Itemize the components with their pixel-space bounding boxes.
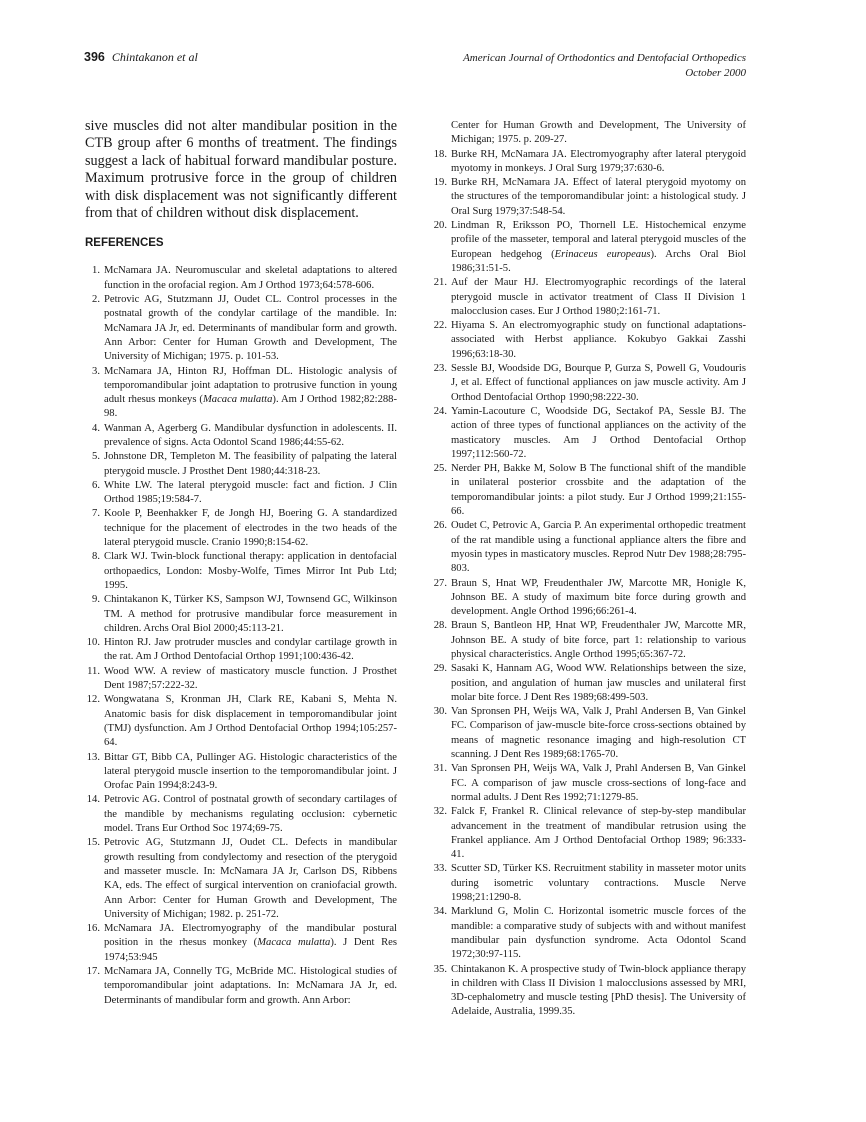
reference-text: Braun S, Bantleon HP, Hnat WP, Freudenthaler JW, Marcotte MR, Johnson BE. A study of bite force, part 1: relationship to various physical characteristics. Angle Orthod 1995;65:367-72. [451, 620, 746, 660]
reference-text: ). Am J Orthod 1982;82:288-98. [104, 394, 398, 420]
reference-number: 4. [92, 422, 100, 434]
reference-text: Marklund G, Molin C. Horizontal isometric muscle forces of the mandible: a comparative study of subjects with and without manifest mandibular pain dysfunction syndrome. Acta Odontol Scand 1972;30:97-115. [451, 906, 746, 961]
reference-item [432, 362, 746, 405]
reference-text: Burke RH, McNamara JA. Electromyography after lateral pterygoid myotomy in monkeys. J Oral Surg 1979;37:630-6. [451, 148, 746, 174]
reference-number: 10. [86, 637, 100, 649]
reference-text: Wongwatana S, Kronman JH, Clark RE, Kabani S, Mehta N. Anatomic basis for disk displacement in temporomandibular joint (TMJ) dysfunction. Am J Orthod Dentofacial Orthop 1994;105:257-64. [104, 694, 397, 749]
reference-number: 14. [86, 794, 100, 806]
reference-text: Auf der Maur HJ. Electromyographic recordings of the lateral pterygoid muscle in activator treatment of Class II Division 1 malocclusion cases. Eur J Orthod 1980;2:161-71. [451, 277, 746, 317]
reference-item [85, 293, 397, 364]
reference-text: McNamara JA. Electromyography of the mandibular postural position in the rhesus monkey ( [104, 923, 397, 949]
reference-item [85, 264, 397, 293]
reference-number: 5. [92, 451, 100, 463]
reference-item [85, 550, 397, 593]
reference-text: Burke RH, McNamara JA. Effect of lateral pterygoid myotomy on the structures of the temporomandibular joint: a histological study. J Oral Surg 1979;37:548-54. [451, 177, 746, 217]
running-authors: Chintakanon et al [111, 50, 198, 64]
reference-text: Falck F, Frankel R. Clinical relevance of step-by-step mandibular advancement in the treatment of mandibular retrusion using the Frankel appliance. Am J Orthod Dentofacial Orthop 1989; 96:333-41. [451, 806, 746, 861]
reference-number: 3. [92, 365, 100, 377]
reference-item [432, 405, 746, 462]
reference-item [432, 276, 746, 319]
reference-item [432, 219, 746, 276]
reference-number: 8. [92, 551, 100, 563]
reference-text: Bittar GT, Bibb CA, Pullinger AG. Histologic characteristics of the lateral pterygoid muscle insertion to the temporomandibular joint. J Orofac Pain 1994;8:243-9. [104, 751, 397, 792]
reference-number: 17. [86, 965, 100, 977]
reference-text: Sessle BJ, Woodside DG, Bourque P, Gurza S, Powell G, Voudouris J, et al. Effect of functional appliances on jaw muscle activity. Am J Orthod Dentofacial Orthop 1990;98:222-30. [451, 363, 746, 403]
reference-number: 22. [433, 320, 447, 332]
reference-text: McNamara JA, Connelly TG, McBride MC. Histological studies of temporomandibular joint adaptations. In: McNamara JA Jr, ed. Determinants of mandibular form and growth. Ann Arbor: [104, 965, 397, 1006]
reference-number: 12. [86, 694, 100, 706]
reference-text: Chintakanon K. A prospective study of Twin-block appliance therapy in children with Class II Division 1 malocclusions assessed by MRI, 3D-cephalometry and muscle testing [PhD thesis]. The University of Adelaide, Australia, 1999.35. [451, 963, 746, 1018]
reference-item [432, 662, 746, 705]
reference-number: 18. [433, 148, 447, 160]
reference-number: 16. [86, 923, 100, 935]
reference-text: Oudet C, Petrovic A, Garcia P. An experimental orthopedic treatment of the rat mandible using a functional appliance alters the fibre and myosin types in masticatory muscles. Reprod Nutr Dev 1988;28:795-803. [451, 520, 746, 575]
reference-item [432, 577, 746, 620]
reference-text: Clark WJ. Twin-block functional therapy: application in dentofacial orthopaedics, London: Mosby-Wolfe, Times Mirror Int Pub Ltd; 1995. [104, 551, 397, 591]
reference-number: 31. [433, 763, 447, 775]
reference-number: 30. [433, 706, 447, 718]
reference-item [85, 593, 397, 636]
reference-item [432, 119, 746, 148]
reference-text: ). Archs Oral Biol 1986;31:51-5. [451, 248, 747, 274]
reference-species-name: Erinaceus europeaus [554, 248, 651, 260]
reference-text: Petrovic AG, Stutzmann JJ, Oudet CL. Control processes in the postnatal growth of the condylar cartilage of the mandible. In: McNamara JA Jr, ed. Determinants of mandibular form and growth. Ann Arbor: Center for Human Growth and Development, The University of Michigan; 1975. p. 101-53. [104, 294, 397, 363]
reference-text: Van Spronsen PH, Weijs WA, Valk J, Prahl Andersen B, Van Ginkel FC. Comparison of jaw-muscle bite-force cross-sections obtained by means of magnetic resonance imaging and high-resolution CT scanning. J Dent Res 1989;68:1765-70. [451, 706, 746, 761]
right-column [432, 119, 746, 1020]
reference-number: 15. [86, 837, 100, 849]
reference-item [85, 751, 397, 794]
reference-item [85, 479, 397, 508]
reference-item [85, 793, 397, 836]
reference-number: 20. [433, 220, 447, 232]
reference-text: Center for Human Growth and Development, The University of Michigan; 1975. p. 209-27. [451, 120, 746, 146]
reference-item [85, 450, 397, 479]
reference-number: 25. [433, 463, 447, 475]
reference-text: Lindman R, Eriksson PO, Thornell LE. Histochemical enzyme profile of the masseter, temporal and lateral pterygoid muscles of the European hedgehog ( [451, 220, 746, 260]
reference-number: 34. [433, 906, 447, 918]
reference-text: Nerder PH, Bakke M, Solow B The functional shift of the mandible in unilateral posterior crossbite and the adaptation of the temporomandibular joints: a pilot study. Eur J Orthod 1999;21:155-66. [451, 463, 746, 518]
reference-text: McNamara JA, Hinton RJ, Hoffman DL. Histologic analysis of temporomandibular joint adaptation to protrusive function in young adult rhesus monkeys ( [104, 365, 397, 406]
reference-item [432, 963, 746, 1020]
reference-number: 23. [433, 363, 447, 375]
reference-number: 28. [433, 620, 447, 632]
reference-item [432, 805, 746, 862]
reference-text: Petrovic AG. Control of postnatal growth of secondary cartilages of the mandible by mechanisms regulating occlusion: cybernetic model. Trans Eur Orthod Soc 1974;69-75. [104, 794, 397, 835]
reference-number: 19. [433, 177, 447, 189]
reference-item [432, 319, 746, 362]
reference-number: 35. [433, 963, 447, 975]
reference-item [432, 148, 746, 177]
reference-text: Wood WW. A review of masticatory muscle function. J Prosthet Dent 1987;57:222-32. [104, 665, 397, 692]
reference-number: 9. [92, 594, 100, 606]
reference-item [432, 862, 746, 905]
running-header-right [463, 51, 746, 81]
reference-number: 24. [433, 405, 447, 417]
reference-number: 27. [433, 577, 447, 589]
reference-text: Koole P, Beenhakker F, de Jongh HJ, Boering G. A standardized technique for the placement of electrodes in the two heads of the lateral pterygoid muscle. Cranio 1990;8:154-62. [104, 508, 397, 549]
reference-text: McNamara JA. Neuromuscular and skeletal adaptations to altered function in the orofacial region. Am J Orthod 1973;64:578-606. [104, 265, 397, 291]
reference-number: 29. [433, 663, 447, 675]
reference-species-name: Macaca mulatta [257, 937, 331, 949]
reference-number: 11. [87, 665, 100, 677]
reference-item [85, 422, 397, 451]
reference-list-right [432, 119, 746, 1020]
journal-title: American Journal of Orthodontics and Dentofacial Orthopedics [463, 52, 746, 64]
reference-number: 7. [92, 508, 100, 520]
reference-text: Hiyama S. An electromyographic study on functional adaptations-associated with Herbst appliance. Kokubyo Gakkai Zasshi 1996;63:18-30. [451, 320, 746, 360]
reference-item [432, 762, 746, 805]
reference-item [432, 705, 746, 762]
reference-item [85, 636, 397, 665]
reference-item [432, 519, 746, 576]
reference-number: 1. [92, 265, 100, 277]
reference-item [85, 922, 397, 965]
reference-species-name: Macaca mulatta [202, 394, 273, 406]
reference-item [85, 965, 397, 1008]
reference-item [85, 693, 397, 750]
body-paragraph: sive muscles did not alter mandibular position in the CTB group after 6 months of treatment. The findings suggest a lack of habitual forward mandibular posture. Maximum protrusive force in the group of children with disk displacement was not significantly different from that of children without disk displacement. [85, 118, 397, 222]
reference-number: 21. [433, 277, 447, 289]
reference-text: Yamin-Lacouture C, Woodside DG, Sectakof PA, Sessle BJ. The action of three types of functional appliances on the activity of the masticatory muscles. Am J Orthod Dentofacial Orthop 1997;112:560-72. [451, 405, 746, 460]
reference-text: Braun S, Hnat WP, Freudenthaler JW, Marcotte MR, Honigle K, Johnson BE. A study of maximum bite force during growth and development. Angle Orthod 1996;66:261-4. [451, 577, 746, 618]
reference-number: 6. [92, 479, 100, 491]
reference-item [85, 836, 397, 922]
left-column [85, 118, 397, 1008]
reference-number: 26. [433, 520, 447, 532]
reference-text: Van Spronsen PH, Weijs WA, Valk J, Prahl Andersen B, Van Ginkel FC. A comparison of jaw muscle cross-sections of long-face and normal adults. J Dent Res 1992;71:1279-85. [451, 763, 746, 803]
page-number: 396 [84, 50, 105, 64]
reference-text: Sasaki K, Hannam AG, Wood WW. Relationships between the size, position, and angulation of human jaw muscles and unilateral first molar bite force. J Dent Res 1989;68:499-503. [451, 663, 746, 703]
issue-date: October 2000 [685, 67, 746, 79]
reference-number: 2. [92, 294, 100, 306]
reference-number: 33. [433, 863, 447, 875]
reference-text: Hinton RJ. Jaw protruder muscles and condylar cartilage growth in the rat. Am J Orthod Dentofacial Orthop 1991;100:436-42. [104, 637, 397, 663]
reference-number: 32. [433, 806, 447, 818]
reference-text: Johnstone DR, Templeton M. The feasibility of palpating the lateral pterygoid muscle. J Prosthet Dent 1980;44:318-23. [104, 451, 397, 477]
reference-list-left [85, 264, 397, 1007]
reference-item [432, 462, 746, 519]
reference-text: White LW. The lateral pterygoid muscle: fact and fiction. J Clin Orthod 1985;19:584-7. [104, 479, 397, 506]
reference-text: Petrovic AG, Stutzmann JJ, Oudet CL. Defects in mandibular growth resulting from condylectomy and resection of the pterygoid and masseter muscle. In: McNamara JA Jr, Carlson DS, Ribbens KA, eds. The effect of surgical intervention on craniofacial growth. Ann Arbor: Center for Human Growth and Development, The University of Michigan; 1982. p. 251-72. [104, 837, 397, 920]
reference-text: Scutter SD, Türker KS. Recruitment stability in masseter motor units during isometric voluntary contractions. Muscle Nerve 1998;21:1290-8. [451, 863, 746, 904]
reference-item [85, 665, 397, 694]
reference-item [432, 176, 746, 219]
reference-text: Wanman A, Agerberg G. Mandibular dysfunction in adolescents. II. prevalence of signs. Acta Odontol Scand 1986;44:55-62. [104, 422, 397, 448]
reference-item [432, 905, 746, 962]
reference-number: 13. [86, 751, 100, 763]
reference-item [85, 365, 397, 422]
running-header-left [84, 50, 198, 65]
reference-item [432, 619, 746, 662]
reference-text: ). J Dent Res 1974;53:945 [104, 937, 397, 963]
reference-item [85, 507, 397, 550]
references-heading: REFERENCES [85, 237, 164, 250]
reference-text: Chintakanon K, Türker KS, Sampson WJ, Townsend GC, Wilkinson TM. A method for protrusive mandibular force measurement in children. Archs Oral Biol 2000;45:113-21. [104, 594, 397, 634]
